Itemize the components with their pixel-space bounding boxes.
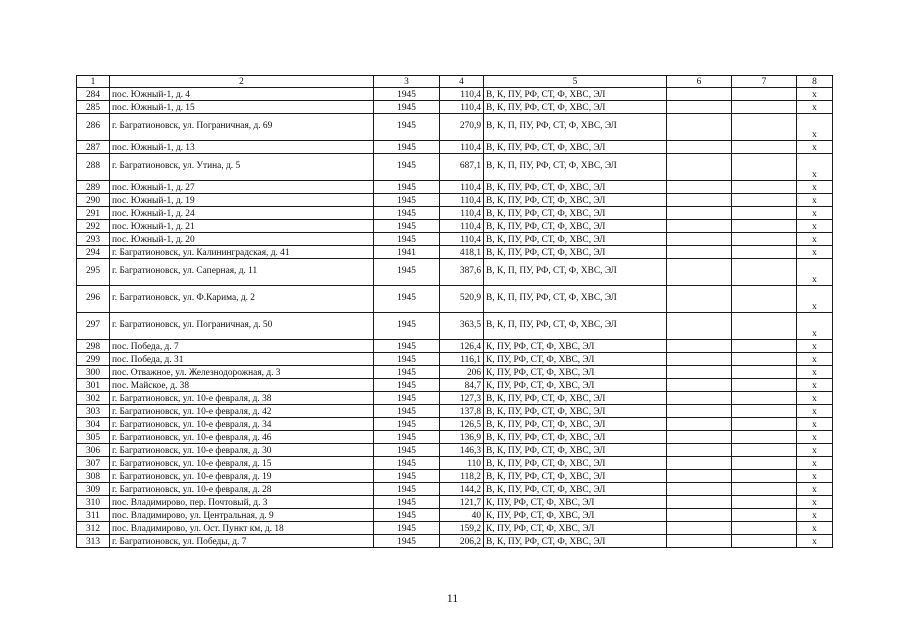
row-mark: х <box>797 522 833 535</box>
row-number: 301 <box>77 379 110 392</box>
row-area: 126,5 <box>440 418 484 431</box>
table-row <box>77 259 833 286</box>
row-col-6 <box>667 379 732 392</box>
row-col-7 <box>732 353 797 366</box>
row-number: 306 <box>77 444 110 457</box>
row-col-7 <box>732 340 797 353</box>
row-mark: х <box>797 509 833 522</box>
table-row <box>77 313 833 340</box>
header-col-7: 7 <box>732 76 797 88</box>
table-row <box>77 353 833 366</box>
row-utilities: В, К, ПУ, РФ, СТ, Ф, ХВС, ЭЛ <box>484 246 667 259</box>
row-mark: х <box>797 220 833 233</box>
row-number: 304 <box>77 418 110 431</box>
row-address: пос. Южный-1, д. 27 <box>110 181 374 194</box>
row-mark: х <box>797 431 833 444</box>
row-col-7 <box>732 313 797 340</box>
row-address: г. Багратионовск, ул. Пограничная, д. 50 <box>110 313 374 340</box>
row-col-6 <box>667 246 732 259</box>
row-col-6 <box>667 114 732 141</box>
row-area: 110,4 <box>440 220 484 233</box>
table-row <box>77 366 833 379</box>
row-number: 313 <box>77 535 110 548</box>
table-row <box>77 509 833 522</box>
table-row <box>77 431 833 444</box>
table-row <box>77 535 833 548</box>
row-address: пос. Владимирово, ул. Центральная, д. 9 <box>110 509 374 522</box>
header-row <box>77 76 833 88</box>
row-mark: х <box>797 483 833 496</box>
row-col-6 <box>667 483 732 496</box>
row-col-6 <box>667 431 732 444</box>
row-col-6 <box>667 194 732 207</box>
row-col-7 <box>732 418 797 431</box>
row-year: 1945 <box>374 470 440 483</box>
table-row <box>77 379 833 392</box>
row-utilities: В, К, ПУ, РФ, СТ, Ф, ХВС, ЭЛ <box>484 207 667 220</box>
row-address: пос. Южный-1, д. 15 <box>110 101 374 114</box>
row-address: г. Багратионовск, ул. Саперная, д. 11 <box>110 259 374 286</box>
row-number: 296 <box>77 286 110 313</box>
row-col-6 <box>667 535 732 548</box>
row-col-6 <box>667 418 732 431</box>
row-number: 285 <box>77 101 110 114</box>
row-area: 110,4 <box>440 233 484 246</box>
row-year: 1945 <box>374 418 440 431</box>
row-area: 127,3 <box>440 392 484 405</box>
row-utilities: В, К, ПУ, РФ, СТ, Ф, ХВС, ЭЛ <box>484 233 667 246</box>
header-col-1: 1 <box>77 76 110 88</box>
row-col-7 <box>732 154 797 181</box>
row-address: г. Багратионовск, ул. 10-е февраля, д. 42 <box>110 405 374 418</box>
table-row <box>77 418 833 431</box>
row-address: г. Багратионовск, ул. Победы, д. 7 <box>110 535 374 548</box>
table-row <box>77 444 833 457</box>
table-row <box>77 405 833 418</box>
row-year: 1945 <box>374 535 440 548</box>
row-mark: х <box>797 340 833 353</box>
row-mark: х <box>797 286 833 313</box>
row-col-7 <box>732 379 797 392</box>
row-number: 311 <box>77 509 110 522</box>
row-number: 300 <box>77 366 110 379</box>
table-row <box>77 496 833 509</box>
row-area: 110,4 <box>440 194 484 207</box>
row-col-6 <box>667 392 732 405</box>
table-row <box>77 154 833 181</box>
row-utilities: К, ПУ, РФ, СТ, Ф, ХВС, ЭЛ <box>484 353 667 366</box>
row-area: 136,9 <box>440 431 484 444</box>
row-address: г. Багратионовск, ул. 10-е февраля, д. 38 <box>110 392 374 405</box>
row-address: пос. Южный-1, д. 20 <box>110 233 374 246</box>
row-address: пос. Южный-1, д. 4 <box>110 88 374 101</box>
header-col-6: 6 <box>667 76 732 88</box>
table-row <box>77 88 833 101</box>
row-number: 293 <box>77 233 110 246</box>
row-area: 144,2 <box>440 483 484 496</box>
row-number: 308 <box>77 470 110 483</box>
row-utilities: В, К, П, ПУ, РФ, СТ, Ф, ХВС, ЭЛ <box>484 313 667 340</box>
row-address: пос. Южный-1, д. 24 <box>110 207 374 220</box>
row-col-7 <box>732 483 797 496</box>
row-number: 312 <box>77 522 110 535</box>
row-year: 1945 <box>374 233 440 246</box>
row-year: 1945 <box>374 392 440 405</box>
row-area: 270,9 <box>440 114 484 141</box>
row-year: 1945 <box>374 340 440 353</box>
row-utilities: В, К, ПУ, РФ, СТ, Ф, ХВС, ЭЛ <box>484 457 667 470</box>
row-mark: х <box>797 418 833 431</box>
row-utilities: К, ПУ, РФ, СТ, Ф, ХВС, ЭЛ <box>484 366 667 379</box>
row-number: 310 <box>77 496 110 509</box>
row-number: 292 <box>77 220 110 233</box>
row-number: 286 <box>77 114 110 141</box>
row-col-7 <box>732 496 797 509</box>
row-utilities: В, К, ПУ, РФ, СТ, Ф, ХВС, ЭЛ <box>484 483 667 496</box>
row-col-7 <box>732 207 797 220</box>
row-area: 520,9 <box>440 286 484 313</box>
row-number: 307 <box>77 457 110 470</box>
row-col-7 <box>732 522 797 535</box>
row-col-6 <box>667 286 732 313</box>
row-col-6 <box>667 470 732 483</box>
table-row <box>77 246 833 259</box>
row-year: 1945 <box>374 194 440 207</box>
table-row <box>77 522 833 535</box>
row-mark: х <box>797 392 833 405</box>
table-row <box>77 470 833 483</box>
row-col-6 <box>667 313 732 340</box>
row-utilities: В, К, ПУ, РФ, СТ, Ф, ХВС, ЭЛ <box>484 220 667 233</box>
table-row <box>77 340 833 353</box>
row-area: 110,4 <box>440 141 484 154</box>
row-area: 137,8 <box>440 405 484 418</box>
row-utilities: В, К, П, ПУ, РФ, СТ, Ф, ХВС, ЭЛ <box>484 114 667 141</box>
row-mark: х <box>797 101 833 114</box>
row-utilities: К, ПУ, РФ, СТ, Ф, ХВС, ЭЛ <box>484 379 667 392</box>
row-year: 1945 <box>374 154 440 181</box>
row-address: пос. Южный-1, д. 19 <box>110 194 374 207</box>
row-col-6 <box>667 141 732 154</box>
table-row <box>77 101 833 114</box>
row-utilities: В, К, П, ПУ, РФ, СТ, Ф, ХВС, ЭЛ <box>484 154 667 181</box>
row-address: пос. Отважное, ул. Железнодорожная, д. 3 <box>110 366 374 379</box>
row-year: 1945 <box>374 141 440 154</box>
row-year: 1945 <box>374 483 440 496</box>
table-row <box>77 392 833 405</box>
row-area: 110,4 <box>440 181 484 194</box>
row-col-7 <box>732 194 797 207</box>
row-utilities: В, К, ПУ, РФ, СТ, Ф, ХВС, ЭЛ <box>484 88 667 101</box>
row-address: г. Багратионовск, ул. 10-е февраля, д. 28 <box>110 483 374 496</box>
row-year: 1945 <box>374 114 440 141</box>
row-area: 110,4 <box>440 88 484 101</box>
row-utilities: В, К, ПУ, РФ, СТ, Ф, ХВС, ЭЛ <box>484 101 667 114</box>
row-utilities: В, К, ПУ, РФ, СТ, Ф, ХВС, ЭЛ <box>484 194 667 207</box>
row-number: 287 <box>77 141 110 154</box>
row-utilities: К, ПУ, РФ, СТ, Ф, ХВС, ЭЛ <box>484 522 667 535</box>
row-col-6 <box>667 233 732 246</box>
row-mark: х <box>797 233 833 246</box>
row-utilities: К, ПУ, РФ, СТ, Ф, ХВС, ЭЛ <box>484 340 667 353</box>
row-area: 110 <box>440 457 484 470</box>
row-address: пос. Победа, д. 7 <box>110 340 374 353</box>
row-col-7 <box>732 286 797 313</box>
row-mark: х <box>797 207 833 220</box>
row-col-6 <box>667 509 732 522</box>
row-area: 121,7 <box>440 496 484 509</box>
row-number: 288 <box>77 154 110 181</box>
row-col-6 <box>667 444 732 457</box>
row-area: 363,5 <box>440 313 484 340</box>
property-table <box>76 75 833 548</box>
row-address: пос. Майское, д. 38 <box>110 379 374 392</box>
table-row <box>77 457 833 470</box>
row-area: 206,2 <box>440 535 484 548</box>
row-number: 290 <box>77 194 110 207</box>
row-year: 1945 <box>374 366 440 379</box>
table-row <box>77 114 833 141</box>
row-area: 146,3 <box>440 444 484 457</box>
row-number: 297 <box>77 313 110 340</box>
row-year: 1945 <box>374 88 440 101</box>
row-utilities: К, ПУ, РФ, СТ, Ф, ХВС, ЭЛ <box>484 509 667 522</box>
row-col-7 <box>732 101 797 114</box>
row-address: г. Багратионовск, ул. 10-е февраля, д. 46 <box>110 431 374 444</box>
header-col-8: 8 <box>797 76 833 88</box>
row-utilities: В, К, ПУ, РФ, СТ, Ф, ХВС, ЭЛ <box>484 470 667 483</box>
row-col-6 <box>667 340 732 353</box>
row-mark: х <box>797 457 833 470</box>
row-year: 1945 <box>374 181 440 194</box>
row-col-7 <box>732 509 797 522</box>
row-area: 387,6 <box>440 259 484 286</box>
row-number: 294 <box>77 246 110 259</box>
row-year: 1945 <box>374 509 440 522</box>
row-address: пос. Владимирово, ул. Ост. Пункт км, д. 18 <box>110 522 374 535</box>
row-col-6 <box>667 88 732 101</box>
row-utilities: В, К, П, ПУ, РФ, СТ, Ф, ХВС, ЭЛ <box>484 259 667 286</box>
row-address: г. Багратионовск, ул. 10-е февраля, д. 15 <box>110 457 374 470</box>
row-col-7 <box>732 259 797 286</box>
row-address: г. Багратионовск, ул. 10-е февраля, д. 30 <box>110 444 374 457</box>
row-year: 1945 <box>374 313 440 340</box>
row-address: г. Багратионовск, ул. Ф.Карима, д. 2 <box>110 286 374 313</box>
row-number: 309 <box>77 483 110 496</box>
row-number: 298 <box>77 340 110 353</box>
row-utilities: В, К, ПУ, РФ, СТ, Ф, ХВС, ЭЛ <box>484 405 667 418</box>
row-mark: х <box>797 379 833 392</box>
table-row <box>77 181 833 194</box>
table-body <box>77 88 833 548</box>
row-col-6 <box>667 220 732 233</box>
row-area: 110,4 <box>440 101 484 114</box>
row-number: 295 <box>77 259 110 286</box>
table-row <box>77 220 833 233</box>
row-year: 1945 <box>374 353 440 366</box>
row-address: г. Багратионовск, ул. Утина, д. 5 <box>110 154 374 181</box>
row-mark: х <box>797 259 833 286</box>
row-year: 1945 <box>374 457 440 470</box>
row-mark: х <box>797 535 833 548</box>
row-year: 1945 <box>374 496 440 509</box>
row-area: 116,1 <box>440 353 484 366</box>
row-col-7 <box>732 220 797 233</box>
row-area: 118,2 <box>440 470 484 483</box>
row-col-6 <box>667 522 732 535</box>
row-col-7 <box>732 431 797 444</box>
table-row <box>77 483 833 496</box>
row-year: 1945 <box>374 405 440 418</box>
row-col-6 <box>667 207 732 220</box>
header-col-2: 2 <box>110 76 374 88</box>
row-area: 110,4 <box>440 207 484 220</box>
row-number: 291 <box>77 207 110 220</box>
row-year: 1945 <box>374 379 440 392</box>
row-mark: х <box>797 313 833 340</box>
row-utilities: В, К, ПУ, РФ, СТ, Ф, ХВС, ЭЛ <box>484 431 667 444</box>
row-area: 418,1 <box>440 246 484 259</box>
row-col-7 <box>732 233 797 246</box>
row-mark: х <box>797 88 833 101</box>
row-col-7 <box>732 141 797 154</box>
row-col-7 <box>732 392 797 405</box>
header-col-4: 4 <box>440 76 484 88</box>
row-area: 40 <box>440 509 484 522</box>
row-col-6 <box>667 259 732 286</box>
row-number: 305 <box>77 431 110 444</box>
row-number: 289 <box>77 181 110 194</box>
row-area: 206 <box>440 366 484 379</box>
row-utilities: В, К, ПУ, РФ, СТ, Ф, ХВС, ЭЛ <box>484 141 667 154</box>
row-mark: х <box>797 114 833 141</box>
row-col-7 <box>732 470 797 483</box>
row-mark: х <box>797 366 833 379</box>
row-col-7 <box>732 405 797 418</box>
row-utilities: В, К, ПУ, РФ, СТ, Ф, ХВС, ЭЛ <box>484 392 667 405</box>
row-col-6 <box>667 496 732 509</box>
row-col-6 <box>667 101 732 114</box>
row-address: пос. Победа, д. 31 <box>110 353 374 366</box>
row-year: 1945 <box>374 207 440 220</box>
row-area: 687,1 <box>440 154 484 181</box>
row-col-6 <box>667 405 732 418</box>
row-mark: х <box>797 246 833 259</box>
row-year: 1945 <box>374 522 440 535</box>
row-year: 1945 <box>374 286 440 313</box>
row-address: пос. Владимирово, пер. Почтовый, д. 3 <box>110 496 374 509</box>
row-mark: х <box>797 181 833 194</box>
row-col-7 <box>732 444 797 457</box>
row-mark: х <box>797 154 833 181</box>
row-year: 1945 <box>374 101 440 114</box>
row-col-6 <box>667 154 732 181</box>
table-row <box>77 207 833 220</box>
row-mark: х <box>797 444 833 457</box>
row-number: 302 <box>77 392 110 405</box>
table-row <box>77 286 833 313</box>
row-address: г. Багратионовск, ул. 10-е февраля, д. 19 <box>110 470 374 483</box>
row-number: 284 <box>77 88 110 101</box>
row-mark: х <box>797 496 833 509</box>
row-mark: х <box>797 141 833 154</box>
row-col-7 <box>732 114 797 141</box>
row-year: 1945 <box>374 259 440 286</box>
row-year: 1941 <box>374 246 440 259</box>
row-year: 1945 <box>374 444 440 457</box>
row-utilities: В, К, ПУ, РФ, СТ, Ф, ХВС, ЭЛ <box>484 444 667 457</box>
row-col-7 <box>732 181 797 194</box>
row-col-6 <box>667 353 732 366</box>
row-col-7 <box>732 246 797 259</box>
row-mark: х <box>797 353 833 366</box>
page-number: 11 <box>446 591 459 605</box>
row-area: 84,7 <box>440 379 484 392</box>
row-mark: х <box>797 194 833 207</box>
row-utilities: В, К, П, ПУ, РФ, СТ, Ф, ХВС, ЭЛ <box>484 286 667 313</box>
row-col-7 <box>732 535 797 548</box>
row-col-7 <box>732 366 797 379</box>
header-col-3: 3 <box>374 76 440 88</box>
row-number: 299 <box>77 353 110 366</box>
row-col-6 <box>667 366 732 379</box>
row-utilities: В, К, ПУ, РФ, СТ, Ф, ХВС, ЭЛ <box>484 418 667 431</box>
row-mark: х <box>797 470 833 483</box>
row-col-7 <box>732 88 797 101</box>
row-utilities: К, ПУ, РФ, СТ, Ф, ХВС, ЭЛ <box>484 496 667 509</box>
row-address: пос. Южный-1, д. 13 <box>110 141 374 154</box>
row-mark: х <box>797 405 833 418</box>
row-address: г. Багратионовск, ул. 10-е февраля, д. 34 <box>110 418 374 431</box>
table-header <box>77 76 833 88</box>
header-col-5: 5 <box>484 76 667 88</box>
table-row <box>77 233 833 246</box>
row-year: 1945 <box>374 220 440 233</box>
row-number: 303 <box>77 405 110 418</box>
row-col-7 <box>732 457 797 470</box>
row-utilities: В, К, ПУ, РФ, СТ, Ф, ХВС, ЭЛ <box>484 181 667 194</box>
row-address: г. Багратионовск, ул. Пограничная, д. 69 <box>110 114 374 141</box>
table-row <box>77 194 833 207</box>
row-area: 126,4 <box>440 340 484 353</box>
row-address: г. Багратионовск, ул. Калининградская, д. 41 <box>110 246 374 259</box>
row-area: 159,2 <box>440 522 484 535</box>
table-row <box>77 141 833 154</box>
row-col-6 <box>667 457 732 470</box>
row-col-6 <box>667 181 732 194</box>
row-address: пос. Южный-1, д. 21 <box>110 220 374 233</box>
row-year: 1945 <box>374 431 440 444</box>
row-utilities: В, К, ПУ, РФ, СТ, Ф, ХВС, ЭЛ <box>484 535 667 548</box>
